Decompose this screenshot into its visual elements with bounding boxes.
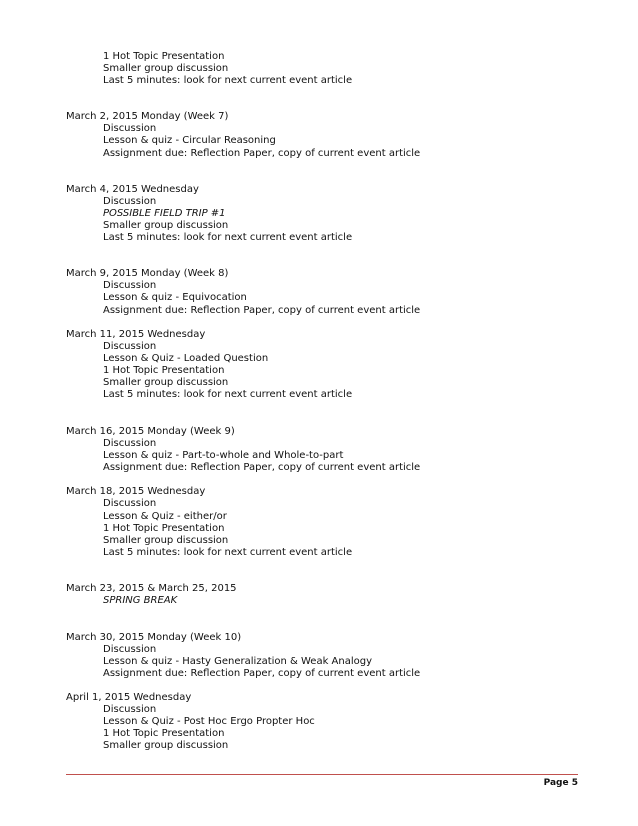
schedule-date-heading: March 4, 2015 Wednesday — [66, 184, 199, 195]
schedule-item: Lesson & Quiz - Post Hoc Ergo Propter Hoc — [103, 716, 315, 727]
schedule-item: Smaller group discussion — [103, 535, 229, 546]
schedule-item: Assignment due: Reflection Paper, copy of current event article — [103, 148, 421, 159]
schedule-date-heading: March 9, 2015 Monday (Week 8) — [66, 268, 229, 279]
schedule-item: Last 5 minutes: look for next current event article — [103, 547, 353, 558]
schedule-item: Smaller group discussion — [103, 63, 229, 74]
schedule-date-heading: March 23, 2015 & March 25, 2015 — [66, 583, 237, 594]
schedule-item-highlight: SPRING BREAK — [103, 595, 178, 606]
schedule-item: Discussion — [103, 704, 157, 715]
schedule-item: 1 Hot Topic Presentation — [103, 523, 225, 534]
schedule-item: Lesson & Quiz - either/or — [103, 511, 227, 522]
schedule-item: Smaller group discussion — [103, 220, 229, 231]
schedule-item: Discussion — [103, 196, 157, 207]
schedule-item: Discussion — [103, 123, 157, 134]
schedule-item: 1 Hot Topic Presentation — [103, 728, 225, 739]
schedule-date-heading: March 16, 2015 Monday (Week 9) — [66, 426, 235, 437]
schedule-date-heading: March 18, 2015 Wednesday — [66, 486, 206, 497]
schedule-item: Lesson & Quiz - Loaded Question — [103, 353, 269, 364]
schedule-date-heading: April 1, 2015 Wednesday — [66, 692, 192, 703]
schedule-item: Discussion — [103, 644, 157, 655]
schedule-item: Discussion — [103, 498, 157, 509]
schedule-item-highlight: POSSIBLE FIELD TRIP #1 — [103, 208, 226, 219]
schedule-item: Lesson & quiz - Hasty Generalization & Weak Analogy — [103, 656, 373, 667]
schedule-item: Last 5 minutes: look for next current event article — [103, 75, 353, 86]
schedule-date-heading: March 11, 2015 Wednesday — [66, 329, 206, 340]
schedule-date-heading: March 2, 2015 Monday (Week 7) — [66, 111, 229, 122]
schedule-item: Assignment due: Reflection Paper, copy of current event article — [103, 668, 421, 679]
schedule-item: Lesson & quiz - Circular Reasoning — [103, 135, 276, 146]
schedule-item: Discussion — [103, 280, 157, 291]
schedule-item: Discussion — [103, 438, 157, 449]
schedule-item: Last 5 minutes: look for next current event article — [103, 389, 353, 400]
schedule-item: Smaller group discussion — [103, 740, 229, 751]
schedule-date-heading: March 30, 2015 Monday (Week 10) — [66, 632, 242, 643]
schedule-item: 1 Hot Topic Presentation — [103, 51, 225, 62]
schedule-item: Last 5 minutes: look for next current event article — [103, 232, 353, 243]
schedule-item: Smaller group discussion — [103, 377, 229, 388]
schedule-item: Assignment due: Reflection Paper, copy of current event article — [103, 462, 421, 473]
page-number: Page 5 — [543, 778, 578, 788]
schedule-item: Lesson & quiz - Equivocation — [103, 292, 247, 303]
schedule-item: Assignment due: Reflection Paper, copy of current event article — [103, 305, 421, 316]
schedule-item: Lesson & quiz - Part-to-whole and Whole-to-part — [103, 450, 344, 461]
footer-divider — [66, 774, 578, 775]
schedule-item: Discussion — [103, 341, 157, 352]
schedule-item: 1 Hot Topic Presentation — [103, 365, 225, 376]
